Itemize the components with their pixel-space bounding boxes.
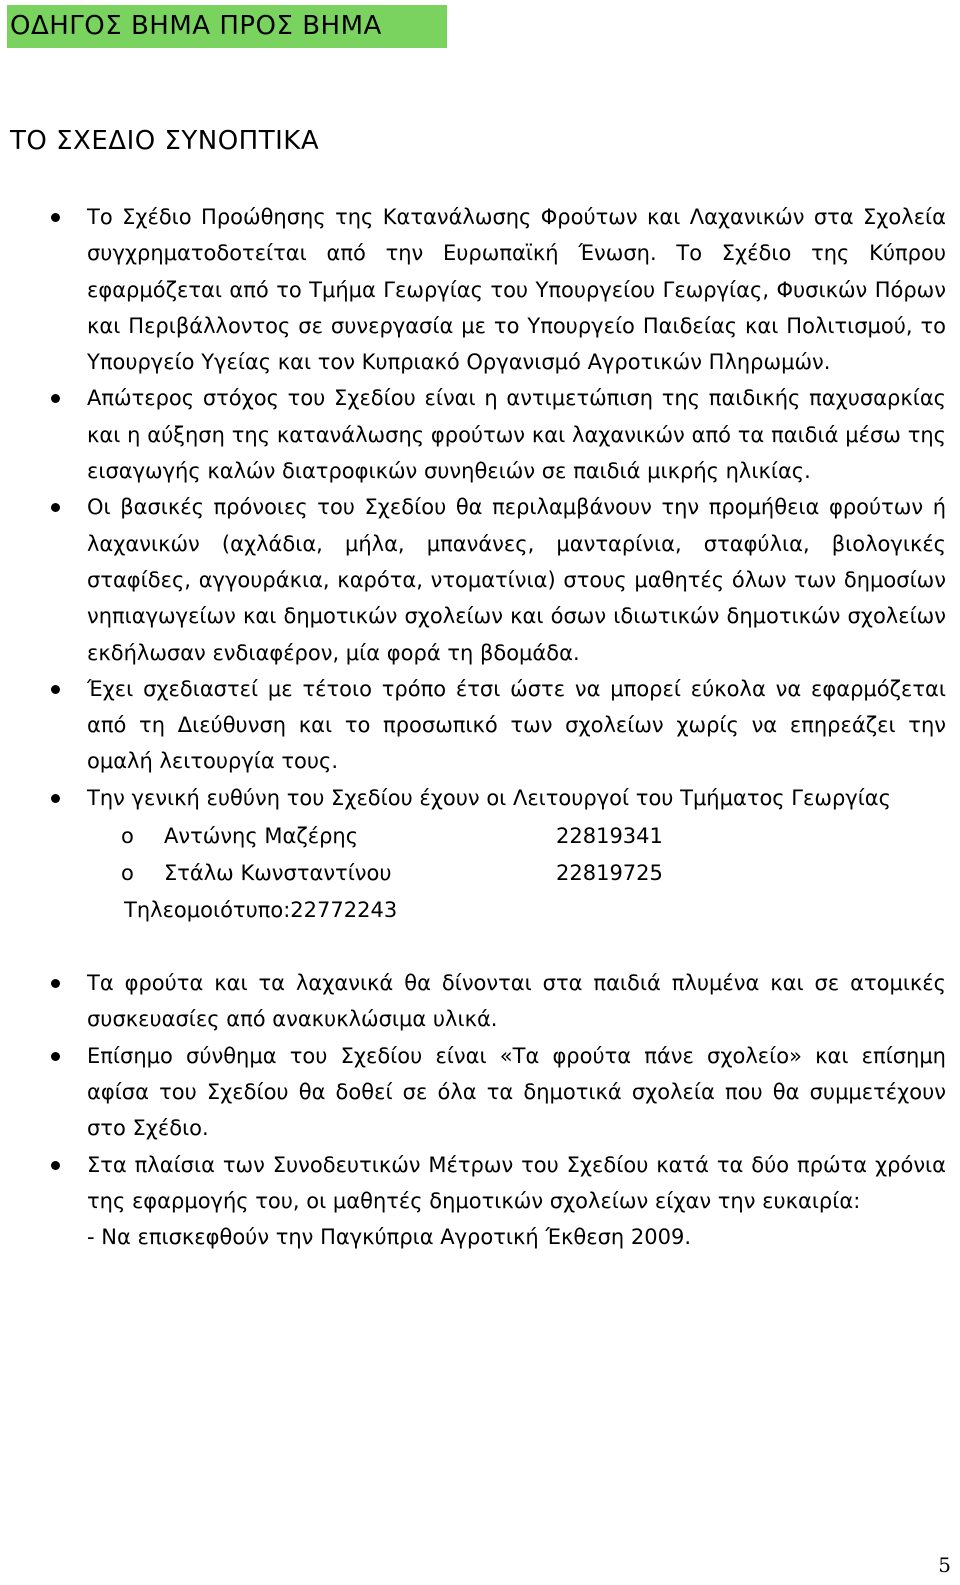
list-item-text: Στα πλαίσια των Συνοδευτικών Μέτρων του Σχεδίου κατά τα δύο πρώτα χρόνια της εφαρμογής του, οι μαθητές δημοτικών σχολείων είχαν την ευκαιρία: [87,1152,946,1213]
contact-list [87,818,946,929]
sub-bullet-marker: o [121,824,134,849]
contact-phone: 22819725 [556,861,663,886]
bullet-icon [51,503,60,512]
spacer [0,929,960,965]
list-item [0,199,960,380]
bullet-icon [51,794,60,803]
bullet-icon [51,685,60,694]
contact-name: Στάλω Κωνσταντίνου [164,861,392,886]
page-number: 5 [938,1553,951,1577]
document-banner-title: ΟΔΗΓΟΣ ΒΗΜΑ ΠΡΟΣ ΒΗΜΑ [7,5,447,48]
list-item [0,1038,960,1147]
contact-phone: 22819341 [556,824,663,849]
list-item [0,780,960,929]
list-item [0,380,960,489]
list-item-text: Έχει σχεδιαστεί με τέτοιο τρόπο έτσι ώστε να μπορεί εύκολα να εφαρμόζεται από τη Διεύθυνση και το προσωπικό των σχολείων χωρίς να επηρεάζει την ομαλή λειτουργία τους. [87,676,946,774]
contact-name: Αντώνης Μαζέρης [164,824,359,849]
bullet-icon [51,979,60,988]
contact-entry [87,855,946,892]
list-item [0,1147,960,1256]
list-item-text: Τα φρούτα και τα λαχανικά θα δίνονται στα παιδιά πλυμένα και σε ατομικές συσκευασίες από ανακυκλώσιμα υλικά. [87,971,946,1032]
sub-bullet-marker: o [121,861,134,886]
fax-number: Τηλεομοιότυπο:22772243 [124,898,398,923]
bullet-icon [51,1161,60,1170]
contact-entry [87,818,946,855]
list-item [0,489,960,670]
list-item-subline: - Να επισκεφθούν την Παγκύπρια Αγροτική Έκθεση 2009. [87,1225,692,1250]
list-item [0,965,960,1038]
list-item [0,671,960,780]
bullet-icon [51,394,60,403]
list-item-text: Οι βασικές πρόνοιες του Σχεδίου θα περιλαμβάνουν την προμήθεια φρούτων ή λαχανικών (αχλάδια, μήλα, μπανάνες, μανταρίνια, σταφύλια, βιολογικές σταφίδες, αγγουράκια, καρότα, ντοματίνια) στους μαθητές όλων των δημοσίων νηπιαγωγείων και δημοτικών σχολείων και όσων ιδιωτικών δημοτικών σχολείων εκδήλωσαν ενδιαφέρον, μία φορά τη βδομάδα. [87,495,946,665]
bullet-list [0,199,960,1255]
list-item-text: Επίσημο σύνθημα του Σχεδίου είναι «Τα φρούτα πάνε σχολείο» και επίσημη αφίσα του Σχεδίου θα δοθεί σε όλα τα δημοτικά σχολεία που θα συμμετέχουν στο Σχέδιο. [87,1043,946,1141]
list-item-text: Την γενική ευθύνη του Σχεδίου έχουν οι Λειτουργοί του Τμήματος Γεωργίας [87,785,891,810]
bullet-icon [51,1052,60,1061]
bullet-icon [51,213,60,222]
section-title: ΤΟ ΣΧΕΔΙΟ ΣΥΝΟΠΤΙΚΑ [10,126,320,156]
list-item-text: Το Σχέδιο Προώθησης της Κατανάλωσης Φρούτων και Λαχανικών στα Σχολεία συγχρηματοδοτείται από την Ευρωπαϊκή Ένωση. Το Σχέδιο της Κύπρου εφαρμόζεται από το Τμήμα Γεωργίας του Υπουργείου Γεωργίας, Φυσικών Πόρων και Περιβάλλοντος σε συνεργασία με το Υπουργείο Παιδείας και Πολιτισμού, το Υπουργείο Υγείας και τον Κυπριακό Οργανισμό Αγροτικών Πληρωμών. [87,205,946,375]
list-item-text: Απώτερος στόχος του Σχεδίου είναι η αντιμετώπιση της παιδικής παχυσαρκίας και η αύξηση της κατανάλωσης φρούτων και λαχανικών από τα παιδιά μέσω της εισαγωγής καλών διατροφικών συνηθειών σε παιδιά μικρής ηλικίας. [87,386,946,484]
